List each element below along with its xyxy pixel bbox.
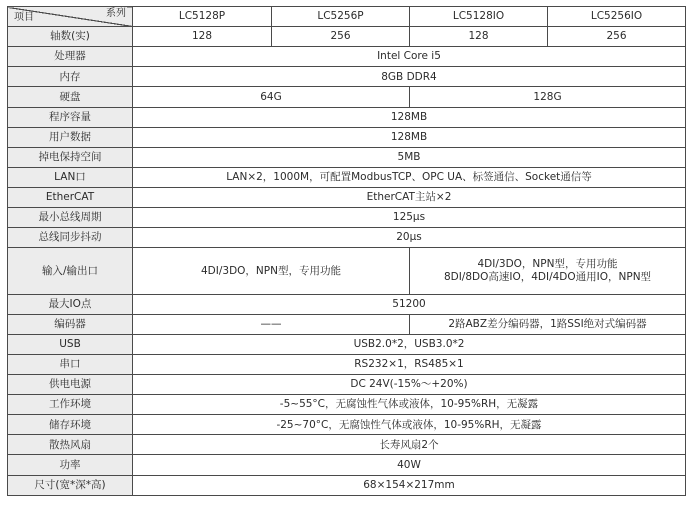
table-row	[8, 395, 686, 415]
row-label: 编码器	[8, 314, 133, 334]
cell-value: 128MB	[133, 107, 686, 127]
table-row	[8, 228, 686, 248]
row-label: 硬盘	[8, 87, 133, 107]
cell-value: 64G	[133, 87, 410, 107]
row-label: USB	[8, 334, 133, 354]
corner-cell	[8, 7, 133, 27]
cell-value: 125μs	[133, 208, 686, 228]
row-label: 功率	[8, 455, 133, 475]
cell-value: 256	[548, 27, 686, 47]
cell-value: 40W	[133, 455, 686, 475]
io-line: 4DI/3DO，NPN型，专用功能	[477, 258, 618, 271]
table-row	[8, 187, 686, 207]
cell-value: Intel Core i5	[133, 47, 686, 67]
table-row	[8, 354, 686, 374]
corner-series-label: 系列	[106, 8, 126, 19]
table-row	[8, 107, 686, 127]
row-label: 程序容量	[8, 107, 133, 127]
table-row	[8, 415, 686, 435]
table-row	[8, 147, 686, 167]
model-header: LC5256P	[272, 7, 410, 27]
cell-value	[410, 248, 686, 294]
model-header: LC5128P	[133, 7, 272, 27]
row-label: 处理器	[8, 47, 133, 67]
cell-value: 68×154×217mm	[133, 475, 686, 495]
cell-value: 8GB DDR4	[133, 67, 686, 87]
table-row	[8, 375, 686, 395]
row-label: LAN口	[8, 167, 133, 187]
table-row	[8, 455, 686, 475]
cell-value: 128MB	[133, 127, 686, 147]
table-row	[8, 334, 686, 354]
row-label: 内存	[8, 67, 133, 87]
cell-value: USB2.0*2，USB3.0*2	[133, 334, 686, 354]
table-row	[8, 475, 686, 495]
spec-table	[7, 6, 686, 496]
row-label: EtherCAT	[8, 187, 133, 207]
cell-value: DC 24V(-15%～+20%)	[133, 375, 686, 395]
header-row	[8, 7, 686, 27]
cell-value: ——	[133, 314, 410, 334]
table-row	[8, 314, 686, 334]
cell-value: 20μs	[133, 228, 686, 248]
row-label: 尺寸(宽*深*高)	[8, 475, 133, 495]
row-label: 储存环境	[8, 415, 133, 435]
table-row	[8, 87, 686, 107]
cell-value: 2路ABZ差分编码器，1路SSI绝对式编码器	[410, 314, 686, 334]
row-label: 最小总线周期	[8, 208, 133, 228]
table-row	[8, 208, 686, 228]
table-row	[8, 27, 686, 47]
row-label: 最大IO点	[8, 294, 133, 314]
cell-value: 256	[272, 27, 410, 47]
row-label: 轴数(实)	[8, 27, 133, 47]
cell-value: 128G	[410, 87, 686, 107]
model-header: LC5128IO	[410, 7, 548, 27]
cell-value: -25~70°C，无腐蚀性气体或液体，10-95%RH，无凝露	[133, 415, 686, 435]
cell-value: 128	[410, 27, 548, 47]
table-row	[8, 435, 686, 455]
row-label: 供电电源	[8, 375, 133, 395]
cell-value: -5~55°C，无腐蚀性气体或液体，10-95%RH，无凝露	[133, 395, 686, 415]
row-label: 散热风扇	[8, 435, 133, 455]
table-row	[8, 294, 686, 314]
cell-value: 4DI/3DO，NPN型，专用功能	[133, 248, 410, 294]
cell-value: 51200	[133, 294, 686, 314]
cell-value: RS232×1，RS485×1	[133, 354, 686, 374]
row-label: 工作环境	[8, 395, 133, 415]
cell-value: 长寿风扇2个	[133, 435, 686, 455]
row-label: 掉电保持空间	[8, 147, 133, 167]
table-row	[8, 127, 686, 147]
cell-value: LAN×2，1000M，可配置ModbusTCP、OPC UA、标签通信、Socket通信等	[133, 167, 686, 187]
row-label: 总线同步抖动	[8, 228, 133, 248]
row-label: 输入/输出口	[8, 248, 133, 294]
row-label: 串口	[8, 354, 133, 374]
table-row	[8, 248, 686, 294]
row-label: 用户数据	[8, 127, 133, 147]
cell-value: EtherCAT主站×2	[133, 187, 686, 207]
table-row	[8, 67, 686, 87]
cell-value: 5MB	[133, 147, 686, 167]
cell-value: 128	[133, 27, 272, 47]
io-line: 8DI/8DO高速IO，4DI/4DO通用IO，NPN型	[443, 270, 652, 283]
corner-item-label: 项目	[14, 12, 34, 24]
model-header: LC5256IO	[548, 7, 686, 27]
table-row	[8, 47, 686, 67]
table-row	[8, 167, 686, 187]
